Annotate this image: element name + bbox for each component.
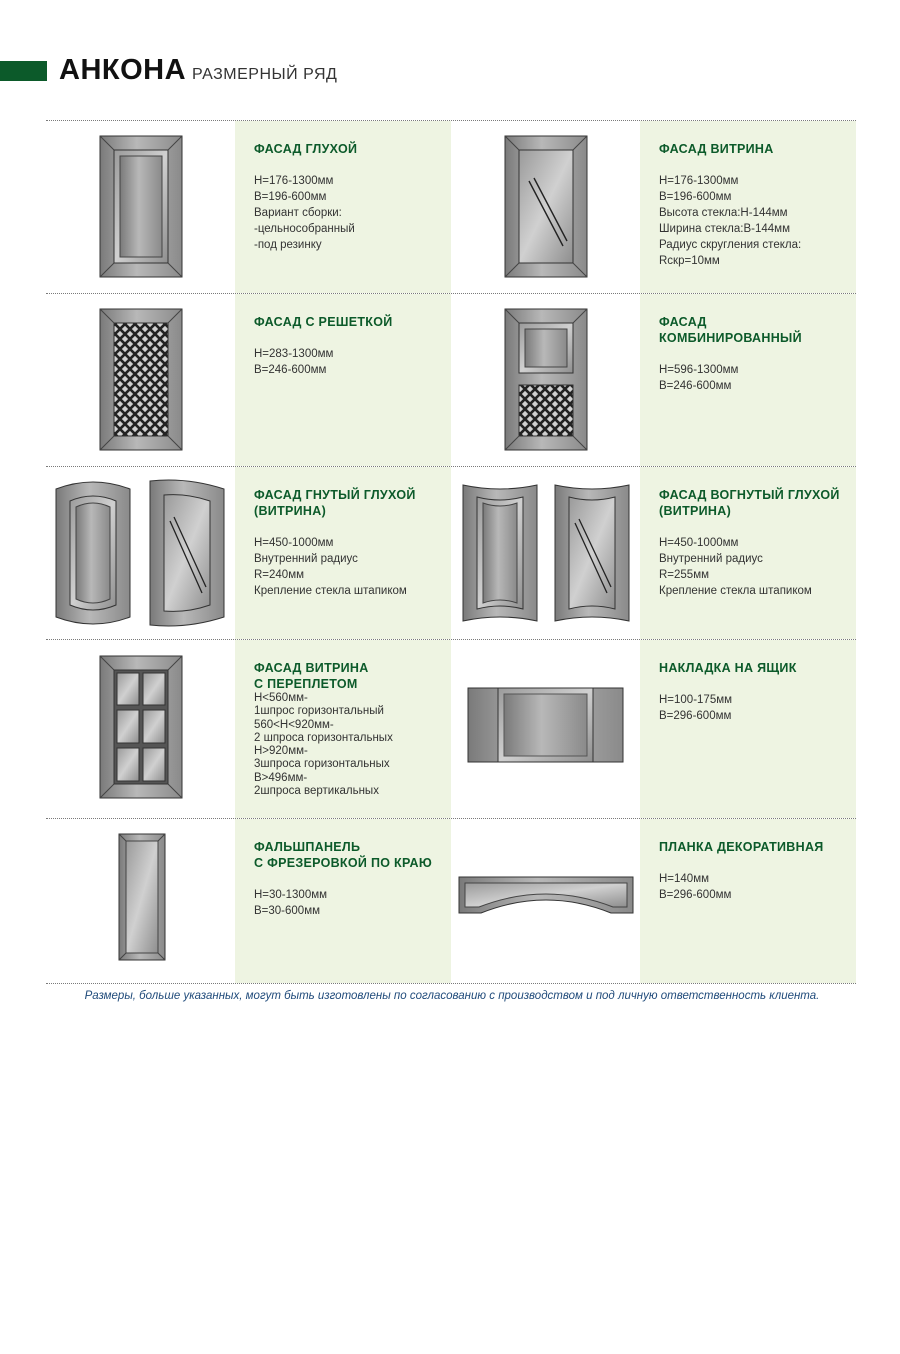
title-main: АНКОНА — [59, 54, 187, 86]
item-specs: H=596-1300мм B=246-600мм — [659, 364, 739, 392]
facade-lattice-info — [235, 294, 451, 466]
item-specs: H=450-1000мм Внутренний радиус R=255мм Крепление стекла штапиком — [659, 537, 812, 597]
item-specs: H=176-1300мм B=196-600мм Высота стекла:H-144мм Ширина стекла:B-144мм Радиус скругления стекла: Rскр=10мм — [659, 175, 802, 267]
facade-combined-info — [640, 294, 856, 466]
drawer-overlay-info — [640, 640, 856, 818]
item-title: ФАСАД ГЛУХОЙ — [254, 142, 358, 156]
facade-blind-info — [235, 121, 451, 293]
item-specs: H=283-1300мм B=246-600мм — [254, 348, 334, 376]
item-specs: H=450-1000мм Внутренний радиус R=240мм Крепление стекла штапиком — [254, 537, 407, 597]
facade-mullion-image — [46, 640, 235, 818]
page-title — [59, 54, 337, 87]
title-accent-bar — [0, 61, 47, 81]
table-row — [46, 639, 856, 818]
facade-blind-image — [46, 121, 235, 293]
item-title: ФАСАД КОМБИНИРОВАННЫЙ — [659, 315, 802, 345]
item-title: ФАСАД ГНУТЫЙ ГЛУХОЙ (ВИТРИНА) — [254, 488, 416, 518]
item-title: ФАСАД ВИТРИНА С ПЕРЕПЛЕТОМ — [254, 661, 369, 691]
facade-showcase-image — [451, 121, 640, 293]
facade-bent-info — [235, 467, 451, 639]
item-specs: H=140мм B=296-600мм — [659, 873, 732, 901]
decorative-strip-info — [640, 819, 856, 983]
facade-showcase-info — [640, 121, 856, 293]
facade-concave-info — [640, 467, 856, 639]
facade-lattice-image — [46, 294, 235, 466]
item-title: ФАЛЬШПАНЕЛЬ С ФРЕЗЕРОВКОЙ ПО КРАЮ — [254, 840, 433, 870]
item-specs: H=176-1300мм B=196-600мм Вариант сборки: -цельнособранный -под резинку — [254, 175, 355, 251]
facade-bent-image — [46, 467, 235, 639]
table-row — [46, 818, 856, 984]
facade-mullion-info — [235, 640, 451, 818]
decorative-strip-image — [451, 819, 640, 983]
item-title: ФАСАД ВИТРИНА — [659, 142, 774, 156]
footnote: Размеры, больше указанных, могут быть изготовлены по согласованию с производством и под личную ответственность клиента. — [84, 990, 820, 1002]
item-title: НАКЛАДКА НА ЯЩИК — [659, 661, 797, 675]
table-row — [46, 120, 856, 293]
facade-size-table — [46, 120, 856, 984]
false-panel-image — [46, 819, 235, 983]
item-title: ФАСАД С РЕШЕТКОЙ — [254, 315, 393, 329]
facade-combined-image — [451, 294, 640, 466]
facade-concave-image — [451, 467, 640, 639]
item-title: ПЛАНКА ДЕКОРАТИВНАЯ — [659, 840, 824, 854]
false-panel-info — [235, 819, 451, 983]
item-specs: H=30-1300мм B=30-600мм — [254, 889, 328, 917]
table-row — [46, 466, 856, 639]
item-title: ФАСАД ВОГНУТЫЙ ГЛУХОЙ (ВИТРИНА) — [659, 488, 840, 518]
title-subtitle: РАЗМЕРНЫЙ РЯД — [192, 66, 338, 83]
table-row — [46, 293, 856, 466]
drawer-overlay-image — [451, 640, 640, 818]
item-specs: H=100-175мм B=296-600мм — [659, 694, 733, 722]
item-specs: H<560мм- 1шпрос горизонтальный 560<H<920мм- 2 шпроса горизонтальных H>920мм- 3шпроса горизонтальных B>496мм- 2шпроса вертикальных — [254, 692, 393, 798]
